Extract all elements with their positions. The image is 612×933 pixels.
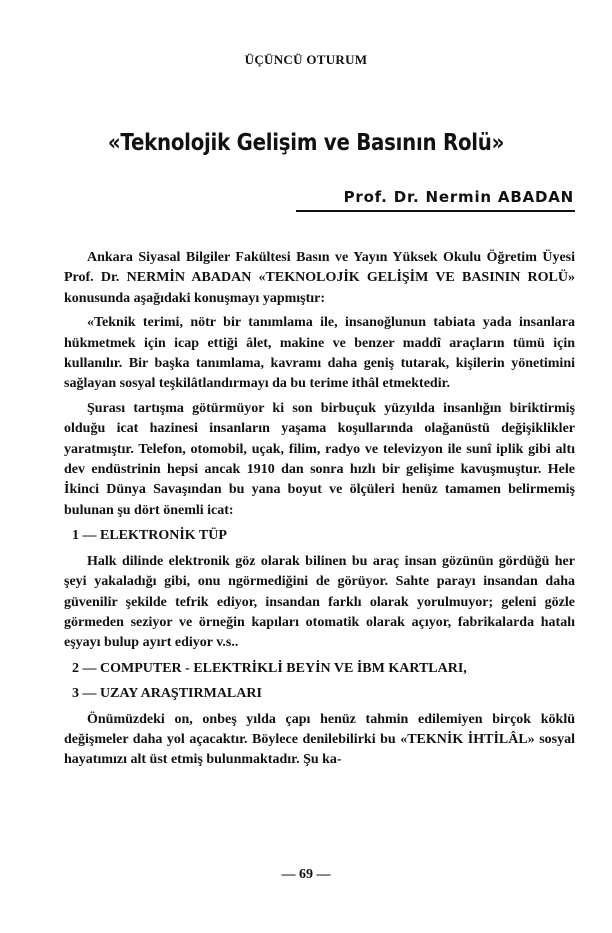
section-heading-electronic-tube: 1 — ELEKTRONİK TÜP <box>72 528 227 544</box>
page-number: — 69 — <box>281 867 331 882</box>
section-heading-space-research: 3 — UZAY ARAŞTIRMALARI <box>72 686 262 702</box>
session-header: ÜÇÜNCÜ OTURUM <box>244 52 368 67</box>
paragraph-electronic-eye: Halk dilinde elektronik göz olarak bilinen bu araç insan gözünün gördüğü her şeyi yakaladığı gibi, onu ngörmediğini de görüyor. Sahte parayı insandan daha güvenilir şekilde tefrik ediyor, insandan farklı olarak yorulmuyor; geleni gözle görmeden seziyor ve örneğin kapıları otomatik olarak açıyor, fabrikalarda hatalı eşyayı bulup ayırt ediyor v.s.. <box>64 553 575 651</box>
paragraph-definition: «Teknik terimi, nötr bir tanımlama ile, insanoğlunun tabiata yada insanlara hükmetmek için icap ettiği âlet, makine ve benzer maddî araçların tümü için kullanılır. Bir başka tanımlama, kavramı daha geniş tutarak, kişilerin yönetimini sağlayan sosyal teşkilâtlandırmayı da bu terime ithâl etmektedir. <box>64 315 575 392</box>
section-heading-computer: 2 — COMPUTER - ELEKTRİKLİ BEYİN VE İBM KARTLARI, <box>72 660 467 676</box>
author-name: Prof. Dr. Nermin ABADAN <box>343 188 574 206</box>
paragraph-inventions: Şurası tartışma götürmüyor ki son birbuçuk yüzyılda insanlığın biriktirmiş olduğu icat hazinesi insanların yaşama koşullarında olağanüstü değişiklikler yaratmıştır. Telefon, otomobil, uçak, filim, radyo ve televizyon ile sunî iplik gibi altı dev endüstrinin hepsi ancak 1910 dan sonra hızlı bir gelişime kavuşmuştur. Hele İkinci Dünya Savaşından bu yana boyut ve ölçüleri henüz tamamen belirmemiş bulunan şu dört önemli icat: <box>64 400 575 518</box>
paragraph-technical-revolution: Önümüzdeki on, onbeş yılda çapı henüz tahmin edilemiyen birçok köklü değişmeler daha yol açacaktır. Böylece denilebilirki bu «TEKNİK İHTİLÂL» sosyal hayatımızı alt üst etmiş bulunmaktadır. Şu ka- <box>64 711 575 768</box>
article-body <box>64 248 575 771</box>
paragraph-intro: Ankara Siyasal Bilgiler Fakültesi Basın ve Yayın Yüksek Okulu Öğretim Üyesi Prof. Dr. NERMİN ABADAN «TEKNOLOJİK GELİŞİM VE BASININ ROLÜ» konusunda aşağıdaki konuşmayı yapmıştır: <box>64 250 575 306</box>
author-underline <box>296 210 575 212</box>
article-title: «Teknolojik Gelişim ve Basının Rolü» <box>107 130 505 156</box>
